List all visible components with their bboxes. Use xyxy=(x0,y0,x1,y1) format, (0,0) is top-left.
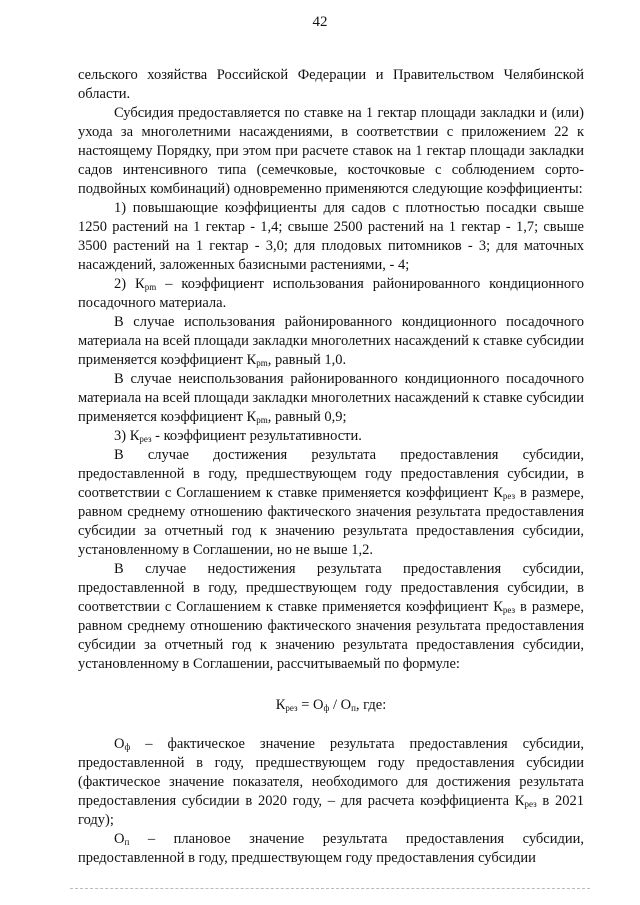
document-body xyxy=(78,66,584,868)
paragraph-11: $О_п$ – плановое значение результата предоставления субсидии, предоставленной в году, предшествующем году предоставления субсидии xyxy=(78,831,584,866)
paragraph-7: 3) $К_{рез}$ - коэффициент результативности. xyxy=(114,428,362,444)
paragraph-10: $О_ф$ – фактическое значение результата предоставления субсидии, предоставленной в году, предшествующем году предоставления субсидии (фактическое значение показателя, необходимого для достижения результата предоставления субсидии в 2020 году, – для расчета коэффициента $К_{рез}$ в 2021 году); xyxy=(78,736,584,828)
paragraph-9: В случае недостижения результата предоставления субсидии, предоставленной в году, предшествующем году предоставления субсидии, в соответствии с Соглашением к ставке применяется коэффициент $К_{рез}$ в размере, равном среднему отношению фактического значения результата предоставления субсидии за отчетный год к значению результата предоставления субсидии, установленному в Соглашении, рассчитываемый по формуле: xyxy=(78,561,584,672)
paragraph-1: сельского хозяйства Российской Федерации и Правительством Челябинской области. xyxy=(78,67,584,102)
paragraph-3: 1) повышающие коэффициенты для садов с плотностью посадки свыше 1250 растений на 1 гектар - 1,4; свыше 2500 растений на 1 гектар - 1,7; свыше 3500 растений на 1 гектар - 3,0; для плодовых питомников - 3; для маточных насаждений, заложенных базисными растениями, - 4; xyxy=(78,200,584,273)
paragraph-5: В случае использования районированного кондиционного посадочного материала на всей площади закладки многолетних насаждений к ставке субсидии применяется коэффициент $К_{рm}$, равный 1,0. xyxy=(78,314,584,368)
paragraph-6: В случае неиспользования районированного кондиционного посадочного материала на всей площади закладки многолетних насаждений к ставке субсидии применяется коэффициент $К_{рm}$, равный 0,9; xyxy=(78,371,584,425)
formula: $К_{рез} = О_ф / О_п$, где: xyxy=(275,697,387,713)
paragraph-4: 2) $К_{рm}$ – коэффициент использования районированного кондиционного посадочного материала. xyxy=(78,276,584,311)
page-bottom-divider xyxy=(70,888,590,890)
page-number: 42 xyxy=(312,14,328,30)
paragraph-2: Субсидия предоставляется по ставке на 1 гектар площади закладки и (или) ухода за многолетними насаждениями, в соответствии с приложением 22 к настоящему Порядку, при этом при расчете ставок на 1 гектар площади закладки садов интенсивного типа (семечковые, косточковые с соблюдением сорто-подвойных комбинаций) одновременно применяются следующие коэффициенты: xyxy=(78,105,584,197)
paragraph-8: В случае достижения результата предоставления субсидии, предоставленной в году, предшествующем году предоставления субсидии, в соответствии с Соглашением к ставке применяется коэффициент $К_{рез}$ в размере, равном среднему отношению фактического значения результата предоставления субсидии за отчетный год к значению результата предоставления субсидии, установленному в Соглашении, но не выше 1,2. xyxy=(78,447,584,558)
